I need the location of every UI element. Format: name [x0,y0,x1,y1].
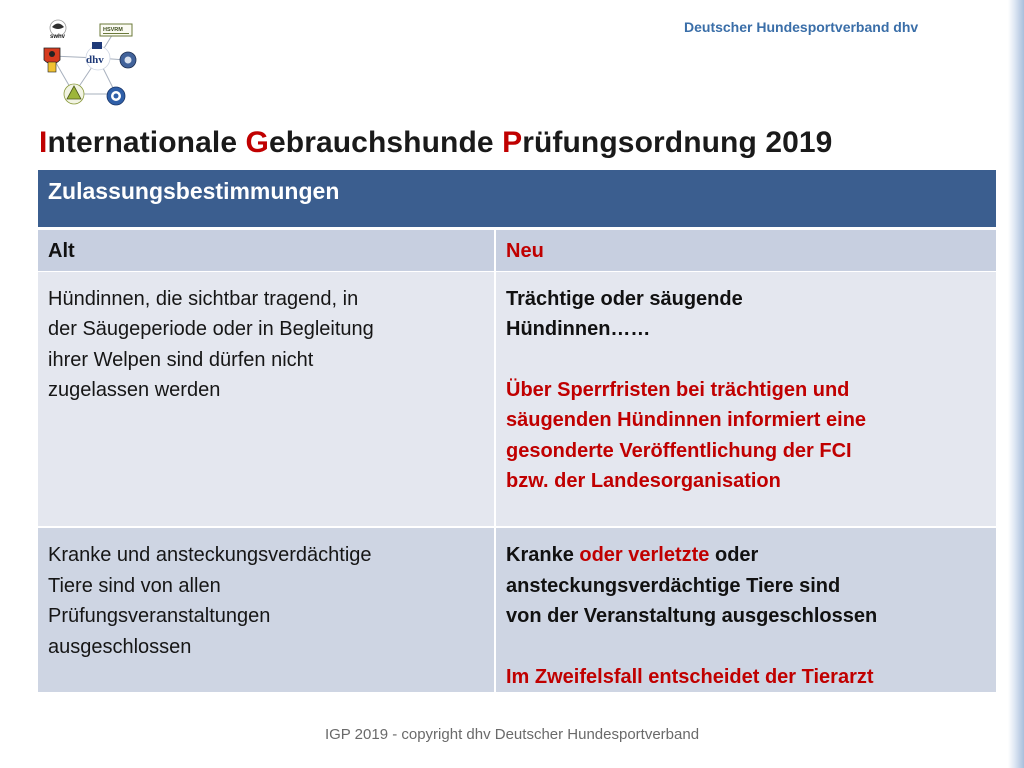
new-rule-line: Hündinnen…… [506,318,651,340]
old-rule-line: Kranke und ansteckungsverdächtige [48,544,372,566]
old-rule-line: Hündinnen, die sichtbar tragend, in [48,287,359,310]
svg-text:swhv: swhv [50,34,66,40]
new-rule-note-line: säugenden Hündinnen informiert eine [506,409,867,431]
title-initial-g: G [245,126,269,159]
title-initial-i: I [39,126,48,159]
old-rule-line: Prüfungsveranstaltungen [48,605,271,627]
new-rule-note-line: gesonderte Veröffentlichung der FCI [506,439,852,462]
title-initial-p: P [502,126,523,159]
slide-edge-decoration [1008,0,1024,768]
footer-copyright: IGP 2019 - copyright dhv Deutscher Hundesportverband [324,726,700,743]
old-rule-line: der Säugeperiode oder in Begleitung [48,318,374,340]
page-title [39,126,832,160]
new-rule-line: Trächtige oder säugende [506,287,743,310]
new-rule-highlight: oder verletzte [579,544,710,566]
title-part-2: ebrauchshunde [268,126,503,159]
dv-emblem-icon [107,87,125,105]
hsvrm-logo-icon [100,24,132,36]
table-row [38,271,996,527]
paragraph-spacer [506,632,984,662]
organization-name: Deutscher Hundesportverband dhv [684,19,919,35]
new-rule-text: Kranke [506,544,580,566]
dhv-main-logo-icon [86,42,110,70]
new-rule-cell [495,527,996,692]
member-logos [38,18,148,110]
old-rule-line: ihrer Welpen sind dürfen nicht [48,348,314,371]
old-rule-line: zugelassen werden [48,379,221,401]
new-rule-note-line: Im Zweifelsfall entscheidet der Tierarzt [506,665,874,688]
svg-text:HSVRM: HSVRM [103,27,123,33]
new-rule-line: ansteckungsverdächtige Tiere sind [506,574,841,597]
svg-text:dhv: dhv [86,54,104,66]
triangle-emblem-icon [64,84,84,104]
title-part-3: rüfungsordnung 2019 [522,126,833,159]
column-header-neu: Neu [495,228,996,271]
new-rule-line [506,540,984,571]
old-rule-cell [38,271,495,527]
new-rule-line: von der Veranstaltung ausgeschlossen [506,605,878,627]
new-rule-note-line: Über Sperrfristen bei trächtigen und [506,378,850,401]
table-banner: Zulassungsbestimmungen [38,170,996,228]
title-part-1: nternationale [47,126,246,159]
column-header-alt: Alt [38,228,495,271]
paragraph-spacer [506,345,984,375]
round-emblem-icon [120,52,136,68]
table-row [38,527,996,692]
new-rule-text: oder [709,544,759,566]
comparison-table [38,170,996,692]
old-rule-line: Tiere sind von allen [48,574,221,597]
fire-dog-badge-icon [44,48,60,72]
new-rule-note-line: bzw. der Landesorganisation [506,470,781,492]
old-rule-line: ausgeschlossen [48,635,192,658]
swhv-logo-icon [50,20,66,40]
old-rule-cell [38,527,495,692]
new-rule-cell [495,271,996,527]
